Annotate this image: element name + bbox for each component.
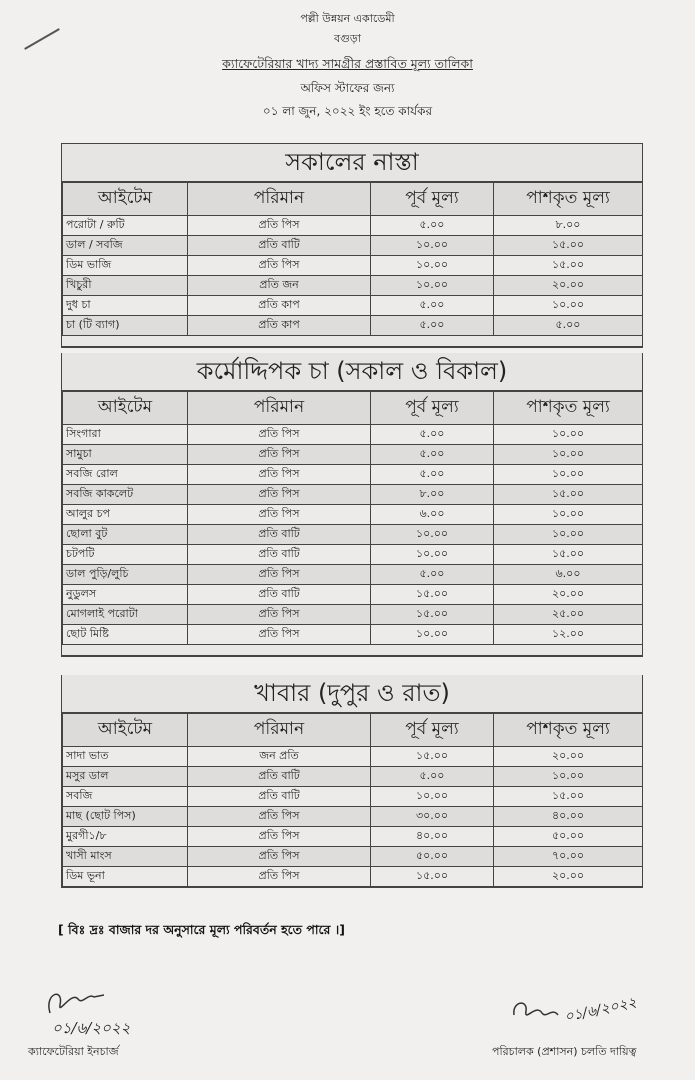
item-cell: পরোটা / রুটি bbox=[63, 216, 188, 236]
approved-price-cell: ৮.০০ bbox=[494, 216, 643, 236]
quantity-cell: প্রতি পিস bbox=[188, 256, 371, 276]
approved-price-cell: ২০.০০ bbox=[494, 276, 643, 296]
quantity-cell: প্রতি পিস bbox=[188, 485, 371, 505]
item-cell: ছোলা বুট bbox=[63, 525, 188, 545]
approved-price-cell: ২০.০০ bbox=[494, 747, 643, 767]
right-signature-date: ০১/৬/২০২২ bbox=[563, 994, 639, 1026]
approved-price-cell: ১০.০০ bbox=[494, 465, 643, 485]
quantity-cell: প্রতি পিস bbox=[188, 605, 371, 625]
table-row bbox=[63, 605, 643, 625]
previous-price-cell: ১৫.০০ bbox=[371, 747, 494, 767]
table-row bbox=[63, 827, 643, 847]
item-cell: ডাল পুড়ি/লুচি bbox=[63, 565, 188, 585]
organization-name: পল্লী উন্নয়ন একাডেমী bbox=[300, 12, 395, 25]
column-header-item: আইটেম bbox=[63, 392, 188, 425]
document-title: ক্যাফেটেরিয়ার খাদ্য সামগ্রীর প্রস্তাবিত মূল্য তালিকা bbox=[222, 56, 473, 71]
quantity-cell: প্রতি পিস bbox=[188, 216, 371, 236]
quantity-cell: প্রতি বাটি bbox=[188, 525, 371, 545]
quantity-cell: প্রতি বাটি bbox=[188, 767, 371, 787]
section-meals bbox=[61, 675, 643, 888]
previous-price-cell: ৫.০০ bbox=[371, 296, 494, 316]
item-cell: দুধ চা bbox=[63, 296, 188, 316]
previous-price-cell: ৫.০০ bbox=[371, 767, 494, 787]
table-row bbox=[63, 425, 643, 445]
approved-price-cell: ১০.০০ bbox=[494, 296, 643, 316]
approved-price-cell: ১০.০০ bbox=[494, 425, 643, 445]
column-header-approved-price: পাশকৃত মূল্য bbox=[494, 714, 643, 747]
table-row bbox=[63, 485, 643, 505]
approved-price-cell: ৬.০০ bbox=[494, 565, 643, 585]
quantity-cell: প্রতি বাটি bbox=[188, 236, 371, 256]
table-row bbox=[63, 807, 643, 827]
section-gap bbox=[62, 645, 642, 656]
quantity-cell: প্রতি জন bbox=[188, 276, 371, 296]
column-header-quantity: পরিমান bbox=[188, 714, 371, 747]
quantity-cell: প্রতি পিস bbox=[188, 827, 371, 847]
previous-price-cell: ৩০.০০ bbox=[371, 807, 494, 827]
approved-price-cell: ১৫.০০ bbox=[494, 787, 643, 807]
table-row bbox=[63, 505, 643, 525]
right-signatory-title: পরিচালক (প্রশাসন) চলতি দায়িত্ব bbox=[492, 1045, 637, 1058]
column-header-previous-price: পূর্ব মূল্য bbox=[371, 183, 494, 216]
section-title: সকালের নাস্তা bbox=[62, 144, 642, 182]
table-row bbox=[63, 767, 643, 787]
previous-price-cell: ১৫.০০ bbox=[371, 605, 494, 625]
column-header-approved-price: পাশকৃত মূল্য bbox=[494, 183, 643, 216]
approved-price-cell: ২০.০০ bbox=[494, 867, 643, 887]
previous-price-cell: ১০.০০ bbox=[371, 625, 494, 645]
table-row bbox=[63, 216, 643, 236]
approved-price-cell: ১৫.০০ bbox=[494, 236, 643, 256]
column-header-quantity: পরিমান bbox=[188, 183, 371, 216]
section-breakfast bbox=[61, 143, 643, 348]
section-title: কর্মোদ্দিপক চা (সকাল ও বিকাল) bbox=[62, 353, 642, 391]
table-row bbox=[63, 585, 643, 605]
table-row bbox=[63, 465, 643, 485]
price-table bbox=[62, 182, 643, 336]
table-row bbox=[63, 545, 643, 565]
item-cell: আলুর চপ bbox=[63, 505, 188, 525]
section-title: খাবার (দুপুর ও রাত) bbox=[62, 675, 642, 713]
item-cell: চা (টি ব্যাগ) bbox=[63, 316, 188, 336]
item-cell: সিংগারা bbox=[63, 425, 188, 445]
previous-price-cell: ১০.০০ bbox=[371, 256, 494, 276]
item-cell: খিচুরী bbox=[63, 276, 188, 296]
item-cell: মোগলাই পরোটা bbox=[63, 605, 188, 625]
previous-price-cell: ৬.০০ bbox=[371, 505, 494, 525]
previous-price-cell: ১০.০০ bbox=[371, 787, 494, 807]
quantity-cell: প্রতি কাপ bbox=[188, 296, 371, 316]
item-cell: মাছ (ছোট পিস) bbox=[63, 807, 188, 827]
approved-price-cell: ১৫.০০ bbox=[494, 545, 643, 565]
item-cell: নুডুলস bbox=[63, 585, 188, 605]
quantity-cell: প্রতি পিস bbox=[188, 625, 371, 645]
table-row bbox=[63, 296, 643, 316]
approved-price-cell: ৫০.০০ bbox=[494, 827, 643, 847]
quantity-cell: প্রতি পিস bbox=[188, 465, 371, 485]
previous-price-cell: ১০.০০ bbox=[371, 525, 494, 545]
approved-price-cell: ৫.০০ bbox=[494, 316, 643, 336]
table-row bbox=[63, 847, 643, 867]
table-row bbox=[63, 747, 643, 767]
quantity-cell: প্রতি পিস bbox=[188, 445, 371, 465]
table-row bbox=[63, 316, 643, 336]
quantity-cell: জন প্রতি bbox=[188, 747, 371, 767]
table-row bbox=[63, 525, 643, 545]
approved-price-cell: ১০.০০ bbox=[494, 445, 643, 465]
item-cell: ডিম ভাজি bbox=[63, 256, 188, 276]
quantity-cell: প্রতি পিস bbox=[188, 425, 371, 445]
quantity-cell: প্রতি পিস bbox=[188, 505, 371, 525]
column-header-item: আইটেম bbox=[63, 714, 188, 747]
previous-price-cell: ৫.০০ bbox=[371, 565, 494, 585]
quantity-cell: প্রতি কাপ bbox=[188, 316, 371, 336]
price-table bbox=[62, 391, 643, 645]
approved-price-cell: ১০.০০ bbox=[494, 525, 643, 545]
table-row bbox=[63, 256, 643, 276]
table-row bbox=[63, 787, 643, 807]
table-row bbox=[63, 236, 643, 256]
item-cell: চটপটি bbox=[63, 545, 188, 565]
quantity-cell: প্রতি বাটি bbox=[188, 545, 371, 565]
quantity-cell: প্রতি পিস bbox=[188, 807, 371, 827]
column-header-approved-price: পাশকৃত মূল্য bbox=[494, 392, 643, 425]
item-cell: ডিম ভূনা bbox=[63, 867, 188, 887]
table-row bbox=[63, 625, 643, 645]
approved-price-cell: ২০.০০ bbox=[494, 585, 643, 605]
previous-price-cell: ১৫.০০ bbox=[371, 585, 494, 605]
item-cell: খাসী মাংস bbox=[63, 847, 188, 867]
column-header-item: আইটেম bbox=[63, 183, 188, 216]
item-cell: সবজি কাকলেট bbox=[63, 485, 188, 505]
approved-price-cell: ২৫.০০ bbox=[494, 605, 643, 625]
column-header-previous-price: পূর্ব মূল্য bbox=[371, 392, 494, 425]
approved-price-cell: ১৫.০০ bbox=[494, 256, 643, 276]
table-row bbox=[63, 565, 643, 585]
approved-price-cell: ১০.০০ bbox=[494, 505, 643, 525]
section-gap bbox=[62, 336, 642, 347]
quantity-cell: প্রতি পিস bbox=[188, 565, 371, 585]
quantity-cell: প্রতি পিস bbox=[188, 847, 371, 867]
section-tea bbox=[61, 353, 643, 657]
quantity-cell: প্রতি বাটি bbox=[188, 787, 371, 807]
right-signature bbox=[508, 995, 568, 1031]
item-cell: সামুচা bbox=[63, 445, 188, 465]
previous-price-cell: ৮.০০ bbox=[371, 485, 494, 505]
item-cell: মসুর ডাল bbox=[63, 767, 188, 787]
previous-price-cell: ৫.০০ bbox=[371, 316, 494, 336]
table-row bbox=[63, 276, 643, 296]
previous-price-cell: ৫.০০ bbox=[371, 216, 494, 236]
approved-price-cell: ১০.০০ bbox=[494, 767, 643, 787]
left-signature bbox=[42, 985, 112, 1019]
previous-price-cell: ১৫.০০ bbox=[371, 867, 494, 887]
item-cell: ডাল / সবজি bbox=[63, 236, 188, 256]
previous-price-cell: ১০.০০ bbox=[371, 545, 494, 565]
previous-price-cell: ১০.০০ bbox=[371, 236, 494, 256]
approved-price-cell: ৪০.০০ bbox=[494, 807, 643, 827]
previous-price-cell: ৫.০০ bbox=[371, 465, 494, 485]
document-subtitle: অফিস স্টাফের জন্য bbox=[300, 81, 395, 95]
table-row bbox=[63, 867, 643, 887]
item-cell: সবজি bbox=[63, 787, 188, 807]
quantity-cell: প্রতি পিস bbox=[188, 867, 371, 887]
price-table bbox=[62, 713, 643, 887]
item-cell: মুরগী১/৮ bbox=[63, 827, 188, 847]
previous-price-cell: ৫.০০ bbox=[371, 425, 494, 445]
column-header-quantity: পরিমান bbox=[188, 392, 371, 425]
table-row bbox=[63, 445, 643, 465]
previous-price-cell: ১০.০০ bbox=[371, 276, 494, 296]
effective-date: ০১ লা জুন, ২০২২ ইং হতে কার্যকর bbox=[262, 104, 433, 118]
left-signature-date: ০১/৬/২০২২ bbox=[52, 1019, 131, 1037]
item-cell: সাদা ভাত bbox=[63, 747, 188, 767]
previous-price-cell: ৪০.০০ bbox=[371, 827, 494, 847]
item-cell: সবজি রোল bbox=[63, 465, 188, 485]
price-change-note: [ বিঃ দ্রঃ বাজার দর অনুসারে মূল্য পরিবর্তন হতে পারে ।] bbox=[58, 922, 345, 937]
previous-price-cell: ৫.০০ bbox=[371, 445, 494, 465]
item-cell: ছোট মিষ্টি bbox=[63, 625, 188, 645]
organization-location: বগুড়া bbox=[334, 32, 361, 45]
column-header-previous-price: পূর্ব মূল্য bbox=[371, 714, 494, 747]
approved-price-cell: ১৫.০০ bbox=[494, 485, 643, 505]
previous-price-cell: ৫০.০০ bbox=[371, 847, 494, 867]
quantity-cell: প্রতি বাটি bbox=[188, 585, 371, 605]
left-signatory-title: ক্যাফেটেরিয়া ইনচার্জ bbox=[28, 1045, 119, 1058]
approved-price-cell: ৭০.০০ bbox=[494, 847, 643, 867]
approved-price-cell: ১২.০০ bbox=[494, 625, 643, 645]
